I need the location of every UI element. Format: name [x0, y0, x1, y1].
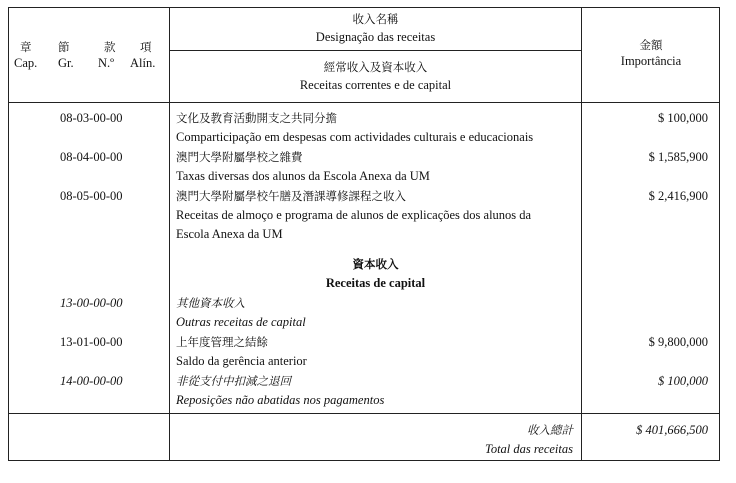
row-designation-pt: Comparticipação em despesas com actividades culturais e educacionais	[176, 130, 534, 144]
row-amount: $ 100,000	[658, 374, 708, 388]
total-label-pt: Total das receitas	[485, 442, 573, 456]
row-designation-zh: 上年度管理之結餘	[176, 335, 268, 349]
row-amount: $ 2,416,900	[648, 189, 708, 203]
header-sub-zh: 經常收入及資本收入	[323, 60, 428, 74]
header-cap-zh: 章	[20, 40, 32, 54]
row-designation-zh: 文化及教育活動開支之共同分擔	[176, 111, 337, 125]
row-code: 14-00-00-00	[60, 374, 123, 388]
row-designation-pt: Taxas diversas dos alunos da Escola Anexa da UM	[176, 169, 430, 183]
row-amount: $ 100,000	[658, 111, 708, 125]
column-divider-left	[169, 7, 170, 461]
header-alin: Alín.	[130, 56, 156, 70]
header-alin-zh: 項	[140, 40, 152, 54]
designation-divider	[169, 50, 582, 51]
header-designation-zh: 收入名稱	[352, 12, 399, 26]
row-designation-pt: Outras receitas de capital	[176, 315, 306, 329]
header-gr-zh: 節	[58, 40, 70, 54]
section-title-pt: Receitas de capital	[325, 276, 426, 290]
row-designation-pt-cont: Escola Anexa da UM	[176, 227, 283, 241]
header-n: N.º	[98, 56, 115, 70]
row-amount: $ 1,585,900	[648, 150, 708, 164]
header-bottom-rule	[8, 102, 720, 103]
row-code: 08-03-00-00	[60, 111, 123, 125]
header-n-zh: 款	[104, 40, 116, 54]
column-divider-right	[581, 7, 582, 461]
row-designation-zh: 澳門大學附屬學校午膳及潛課導修課程之收入	[176, 189, 406, 203]
row-code: 13-01-00-00	[60, 335, 123, 349]
header-gr: Gr.	[58, 56, 74, 70]
total-top-rule	[8, 413, 720, 414]
row-designation-pt: Receitas de almoço e programa de alunos de explicações dos alunos da	[176, 208, 532, 222]
row-code: 08-05-00-00	[60, 189, 123, 203]
header-amount-pt: Importância	[620, 54, 682, 68]
row-designation-zh: 非從支付中扣減之退回	[176, 374, 291, 388]
header-designation-pt: Designação das receitas	[315, 30, 436, 44]
row-designation-pt: Saldo da gerência anterior	[176, 354, 307, 368]
header-cap: Cap.	[14, 56, 38, 70]
row-designation-pt: Reposições não abatidas nos pagamentos	[176, 393, 385, 407]
row-amount: $ 9,800,000	[648, 335, 708, 349]
section-title-zh: 資本收入	[352, 257, 399, 271]
header-sub-pt: Receitas correntes e de capital	[299, 78, 452, 92]
header-amount-zh: 金額	[639, 38, 663, 52]
row-code: 13-00-00-00	[60, 296, 123, 310]
row-designation-zh: 澳門大學附屬學校之雜費	[176, 150, 303, 164]
row-designation-zh: 其他資本收入	[176, 296, 245, 310]
total-label-zh: 收入總計	[527, 423, 573, 437]
row-code: 08-04-00-00	[60, 150, 123, 164]
total-amount: $ 401,666,500	[636, 423, 708, 437]
